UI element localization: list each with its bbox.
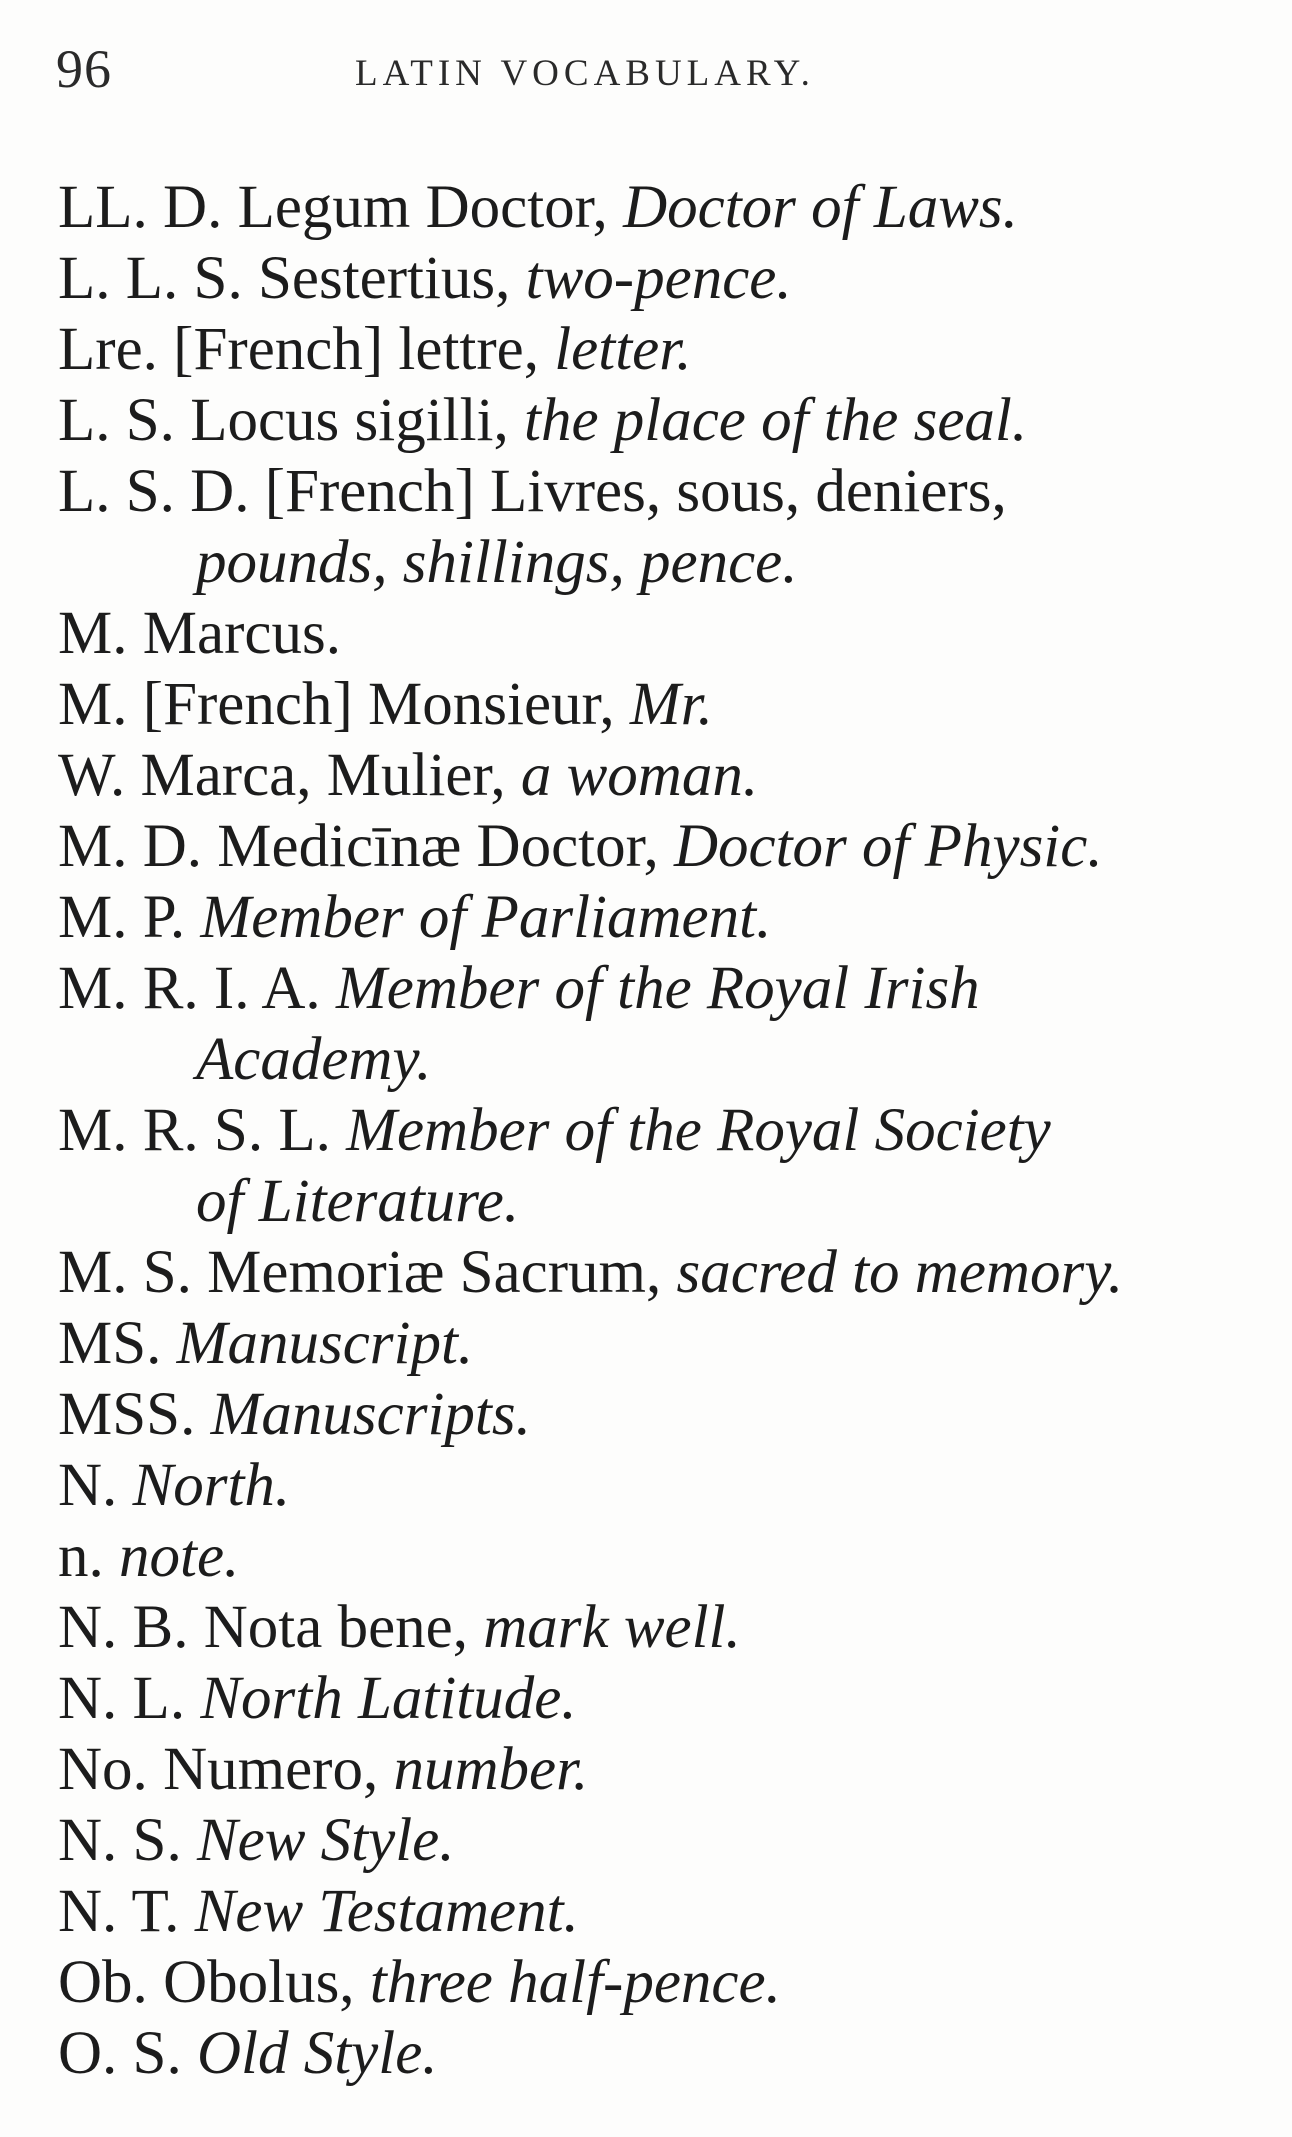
entry-english: Manuscripts. (210, 1381, 531, 1448)
running-head (0, 38, 1292, 108)
list-item (58, 598, 1258, 669)
entry-english: New Testament. (194, 1878, 579, 1945)
list-item (58, 1095, 1258, 1237)
list-item (58, 1521, 1258, 1592)
list-item (58, 669, 1258, 740)
entry-latin: Marcus. (142, 600, 341, 667)
entry-english: North. (132, 1452, 291, 1519)
entry-latin: Medicīnæ Doctor, (217, 813, 659, 880)
entry-latin: [French] Monsieur, (142, 671, 615, 738)
entry-abbreviation: N. T. (58, 1878, 180, 1945)
entry-english: Old Style. (196, 2020, 438, 2087)
list-item (58, 1876, 1258, 1947)
list-item (58, 1734, 1258, 1805)
entry-abbreviation: Lre. (58, 316, 158, 383)
entry-english: three half-pence. (369, 1949, 781, 2016)
entry-english-continued: Academy. (196, 1026, 432, 1093)
entry-abbreviation: MSS. (58, 1381, 196, 1448)
entry-latin: [French] lettre, (173, 316, 539, 383)
entry-abbreviation: MS. (58, 1310, 162, 1377)
list-item (58, 1947, 1258, 2018)
entry-english: pounds, shillings, pence. (196, 529, 798, 596)
running-title: LATIN VOCABULARY. (355, 53, 815, 94)
entry-abbreviation: N. (58, 1452, 118, 1519)
entry-latin: Memoriæ Sacrum, (207, 1239, 662, 1306)
entry-english: letter. (554, 316, 692, 383)
entry-english: New Style. (196, 1807, 455, 1874)
vocabulary-list (58, 172, 1258, 2089)
entry-abbreviation: N. L. (58, 1665, 186, 1732)
entry-abbreviation: N. B. (58, 1594, 189, 1661)
entry-english: Member of Parliament. (200, 884, 772, 951)
entry-abbreviation: Ob. (58, 1949, 148, 2016)
entry-english: Member of the Royal Irish (335, 955, 980, 1022)
entry-english: Manuscript. (176, 1310, 474, 1377)
entry-english: mark well. (483, 1594, 741, 1661)
entry-english: number. (393, 1736, 589, 1803)
list-item (58, 1308, 1258, 1379)
entry-english: a woman. (520, 742, 759, 809)
list-item (58, 1663, 1258, 1734)
entry-latin: Obolus, (163, 1949, 355, 2016)
list-item (58, 1379, 1258, 1450)
entry-english-continued: of Literature. (196, 1168, 520, 1235)
page-number: 96 (56, 39, 112, 99)
entry-english: Doctor of Physic. (673, 813, 1103, 880)
entry-abbreviation: M. (58, 671, 128, 738)
entry-latin: Numero, (163, 1736, 379, 1803)
entry-latin: Legum Doctor, (237, 174, 608, 241)
entry-abbreviation: M. P. (58, 884, 186, 951)
list-item (58, 811, 1258, 882)
entry-latin: Sestertius, (257, 245, 511, 312)
entry-latin: [French] Livres, sous, deniers, (264, 458, 1007, 525)
list-item (58, 953, 1258, 1095)
list-item (58, 243, 1258, 314)
entry-english: North Latitude. (200, 1665, 577, 1732)
list-item (58, 2018, 1258, 2089)
entry-abbreviation: N. S. (58, 1807, 182, 1874)
list-item (58, 385, 1258, 456)
entry-english: the place of the seal. (524, 387, 1028, 454)
list-item (58, 1592, 1258, 1663)
list-item (58, 882, 1258, 953)
entry-latin: Marca, Mulier, (140, 742, 506, 809)
entry-abbreviation: M. D. (58, 813, 203, 880)
entry-english: Mr. (629, 671, 713, 738)
entry-english: sacred to memory. (676, 1239, 1124, 1306)
list-item (58, 740, 1258, 811)
entry-latin: Locus sigilli, (190, 387, 509, 454)
list-item (58, 456, 1258, 598)
entry-abbreviation: n. (58, 1523, 104, 1590)
entry-abbreviation: M. R. I. A. (58, 955, 321, 1022)
entry-english: Doctor of Laws. (623, 174, 1018, 241)
entry-abbreviation: M. (58, 600, 128, 667)
list-item (58, 1450, 1258, 1521)
list-item (58, 314, 1258, 385)
entry-latin: Nota bene, (203, 1594, 468, 1661)
list-item (58, 172, 1258, 243)
entry-abbreviation: L. S. (58, 387, 175, 454)
entry-abbreviation: O. S. (58, 2020, 182, 2087)
list-item (58, 1237, 1258, 1308)
entry-abbreviation: M. S. (58, 1239, 192, 1306)
entry-abbreviation: W. (58, 742, 126, 809)
entry-english: two-pence. (525, 245, 792, 312)
entry-abbreviation: No. (58, 1736, 148, 1803)
entry-abbreviation: L. S. D. (58, 458, 250, 525)
entry-abbreviation: LL. D. (58, 174, 223, 241)
entry-english: Member of the Royal Society (346, 1097, 1051, 1164)
list-item (58, 1805, 1258, 1876)
entry-abbreviation: L. L. S. (58, 245, 243, 312)
entry-abbreviation: M. R. S. L. (58, 1097, 331, 1164)
entry-english: note. (119, 1523, 240, 1590)
